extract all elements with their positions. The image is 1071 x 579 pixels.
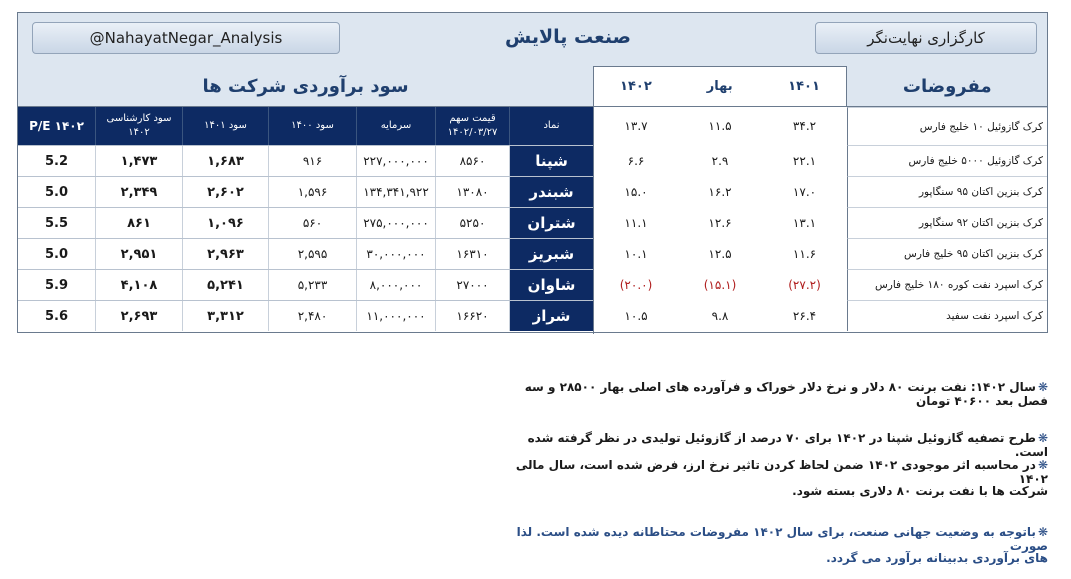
assumption-label: کرک گازوئیل ۱۰ خلیج فارس (847, 107, 1047, 145)
cell-symbol: شاوان (510, 270, 593, 300)
note-4-continued (500, 551, 1048, 565)
note-2 (500, 431, 1048, 459)
note-4-text: باتوجه به وضعیت جهانی صنعت، برای سال ۱۴۰۲ مفروضات محتاطانه دیده شده است. لذا صورت (516, 525, 1048, 553)
cell-y1401: ۳۴.۲ (792, 119, 817, 133)
assumption-row (594, 269, 1047, 300)
cell-capital: ۲۲۷,۰۰۰,۰۰۰ (357, 146, 436, 176)
cell-expert-profit: ۲,۶۹۳ (96, 301, 183, 331)
cell-spring: ۱۱.۵ (708, 119, 732, 133)
assumption-row (594, 300, 1047, 331)
col-spring: بهار (706, 78, 733, 94)
assumption-label: کرک بنزین اکتان ۹۵ خلیج فارس (847, 238, 1047, 269)
cell-y1402: (۲۰.۰) (619, 277, 653, 292)
cell-capital: ۳۰,۰۰۰,۰۰۰ (357, 239, 436, 269)
assumption-row (594, 176, 1047, 207)
cell-price: ۵۲۵۰ (436, 208, 510, 238)
main-panel (17, 12, 1048, 333)
assumptions-title: مفروضات (846, 66, 1047, 106)
assumption-label: کرک اسپرد نفت سفید (847, 300, 1047, 331)
company-row (18, 207, 593, 238)
cell-symbol: شپنا (510, 146, 593, 176)
assumption-label: کرک بنزین اکتان ۹۵ سنگاپور (847, 176, 1047, 207)
cell-price: ۱۳۰۸۰ (436, 177, 510, 207)
note-3-continued (500, 484, 1048, 498)
bullet-icon: ❋ (1037, 431, 1048, 445)
bullet-icon: ❋ (1037, 458, 1048, 472)
company-row (18, 176, 593, 207)
cell-profit-1400: ۲,۴۸۰ (269, 301, 357, 331)
cell-y1401: ۱۳.۱ (792, 215, 817, 230)
cell-y1401: ۲۲.۱ (792, 153, 817, 168)
assumption-row (594, 145, 1047, 176)
cell-capital: ۲۷۵,۰۰۰,۰۰۰ (357, 208, 436, 238)
cell-y1402: ۱۳.۷ (624, 119, 648, 133)
company-row (18, 300, 593, 331)
assumption-row (594, 238, 1047, 269)
cell-expert-profit: ۴,۱۰۸ (96, 270, 183, 300)
col-1402: ۱۴۰۲ (620, 78, 652, 94)
company-profit-table (18, 66, 593, 331)
cell-profit-1401: ۳,۳۱۲ (183, 301, 269, 331)
note-4 (500, 525, 1048, 553)
cell-spring: ۲.۹ (711, 153, 729, 168)
cell-symbol: شبندر (510, 177, 593, 207)
col-symbol: نماد (543, 120, 560, 131)
cell-capital: ۱۱,۰۰۰,۰۰۰ (357, 301, 436, 331)
cell-y1402: ۱۱.۱ (624, 215, 648, 230)
cell-pe: 5.2 (18, 146, 96, 176)
company-row (18, 238, 593, 269)
cell-y1402: ۶.۶ (627, 153, 645, 168)
cell-symbol: شبریز (510, 239, 593, 269)
assumption-row (594, 207, 1047, 238)
cell-y1402: ۱۵.۰ (624, 184, 648, 199)
cell-profit-1400: ۱,۵۹۶ (269, 177, 357, 207)
company-row (18, 269, 593, 300)
cell-spring: ۱۲.۵ (708, 246, 732, 261)
cell-price: ۱۶۳۱۰ (436, 239, 510, 269)
cell-profit-1400: ۲,۵۹۵ (269, 239, 357, 269)
col-capital: سرمایه (357, 107, 436, 145)
assumption-row (594, 107, 1047, 145)
cell-symbol: شتران (510, 208, 593, 238)
company-table-header (18, 107, 593, 145)
cell-expert-profit: ۲,۹۵۱ (96, 239, 183, 269)
company-table-title: سود برآوردی شرکت ها (18, 66, 593, 107)
note-1 (500, 380, 1048, 408)
assumption-label: کرک بنزین اکتان ۹۲ سنگاپور (847, 207, 1047, 238)
col-pe: P/E ۱۴۰۲ (18, 107, 96, 145)
cell-spring: ۹.۸ (711, 308, 729, 323)
cell-profit-1400: ۹۱۶ (269, 146, 357, 176)
cell-expert-profit: ۲,۳۴۹ (96, 177, 183, 207)
bullet-icon: ❋ (1037, 525, 1048, 539)
col-expert-profit: سود کارشناسی ۱۴۰۲ (96, 107, 183, 145)
col-profit-1400: سود ۱۴۰۰ (269, 107, 357, 145)
top-bar (18, 13, 1047, 67)
cell-capital: ۸,۰۰۰,۰۰۰ (357, 270, 436, 300)
cell-profit-1400: ۵۶۰ (269, 208, 357, 238)
cell-spring: (۱۵.۱) (703, 277, 737, 292)
cell-pe: 5.9 (18, 270, 96, 300)
cell-y1401: ۱۱.۶ (792, 246, 817, 261)
assumption-label: کرک گازوئیل ۵۰۰۰ خلیج فارس (847, 145, 1047, 176)
col-price: قیمت سهم ۱۴۰۲/۰۳/۲۷ (436, 107, 510, 145)
note-2-text: طرح تصفیه گازوئیل شپنا در ۱۴۰۲ برای ۷۰ درصد از گازوئیل تولیدی در نظر گرفته شده است. (527, 431, 1048, 459)
cell-y1401: ۲۶.۴ (792, 308, 817, 323)
cell-profit-1401: ۵,۲۴۱ (183, 270, 269, 300)
cell-profit-1401: ۱,۰۹۶ (183, 208, 269, 238)
note-3 (500, 458, 1048, 486)
cell-price: ۲۷۰۰۰ (436, 270, 510, 300)
note-4b-text: های برآوردی بدبینانه برآورد می گردد. (826, 551, 1048, 565)
cell-pe: 5.6 (18, 301, 96, 331)
cell-profit-1401: ۱,۶۸۳ (183, 146, 269, 176)
cell-pe: 5.5 (18, 208, 96, 238)
cell-y1402: ۱۰.۱ (624, 246, 648, 261)
bullet-icon: ❋ (1037, 380, 1048, 394)
cell-price: ۸۵۶۰ (436, 146, 510, 176)
cell-symbol: شراز (510, 301, 593, 331)
cell-pe: 5.0 (18, 239, 96, 269)
cell-capital: ۱۳۴,۳۴۱,۹۲۲ (357, 177, 436, 207)
cell-y1401: (۲۷.۲) (788, 277, 821, 292)
channel-handle-button[interactable]: @NahayatNegar_Analysis (32, 22, 340, 54)
cell-spring: ۱۲.۶ (708, 215, 732, 230)
cell-expert-profit: ۸۶۱ (96, 208, 183, 238)
assumptions-table (594, 66, 1047, 331)
note-3-text: در محاسبه اثر موجودی ۱۴۰۲ ضمن لحاظ کردن تاثیر نرخ ارز، فرض شده است، سال مالی ۱۴۰۲ (515, 458, 1048, 486)
cell-y1401: ۱۷.۰ (792, 184, 817, 199)
cell-y1402: ۱۰.۵ (624, 308, 648, 323)
page-title: صنعت پالایش (505, 26, 631, 48)
assumptions-header (594, 66, 1047, 107)
cell-expert-profit: ۱,۴۷۳ (96, 146, 183, 176)
cell-pe: 5.0 (18, 177, 96, 207)
cell-price: ۱۶۶۲۰ (436, 301, 510, 331)
note-1-text: سال ۱۴۰۲: نفت برنت ۸۰ دلار و نرخ دلار خوراک و فرآورده های اصلی بهار ۲۸۵۰۰ و سه فصل بعد ۴۰۶۰۰ تومان (524, 380, 1048, 408)
assumption-label: کرک اسپرد نفت کوره ۱۸۰ خلیج فارس (847, 269, 1047, 300)
cell-profit-1401: ۲,۶۰۲ (183, 177, 269, 207)
cell-profit-1400: ۵,۲۳۳ (269, 270, 357, 300)
note-3b-text: شرکت ها با نفت برنت ۸۰ دلاری بسته شود. (792, 484, 1048, 498)
brokerage-name-button[interactable]: کارگزاری نهایت‌نگر (815, 22, 1037, 54)
company-row (18, 145, 593, 176)
cell-profit-1401: ۲,۹۶۳ (183, 239, 269, 269)
col-1401: ۱۴۰۱ (788, 78, 820, 94)
cell-spring: ۱۶.۲ (708, 184, 732, 199)
col-profit-1401: سود ۱۴۰۱ (183, 107, 269, 145)
